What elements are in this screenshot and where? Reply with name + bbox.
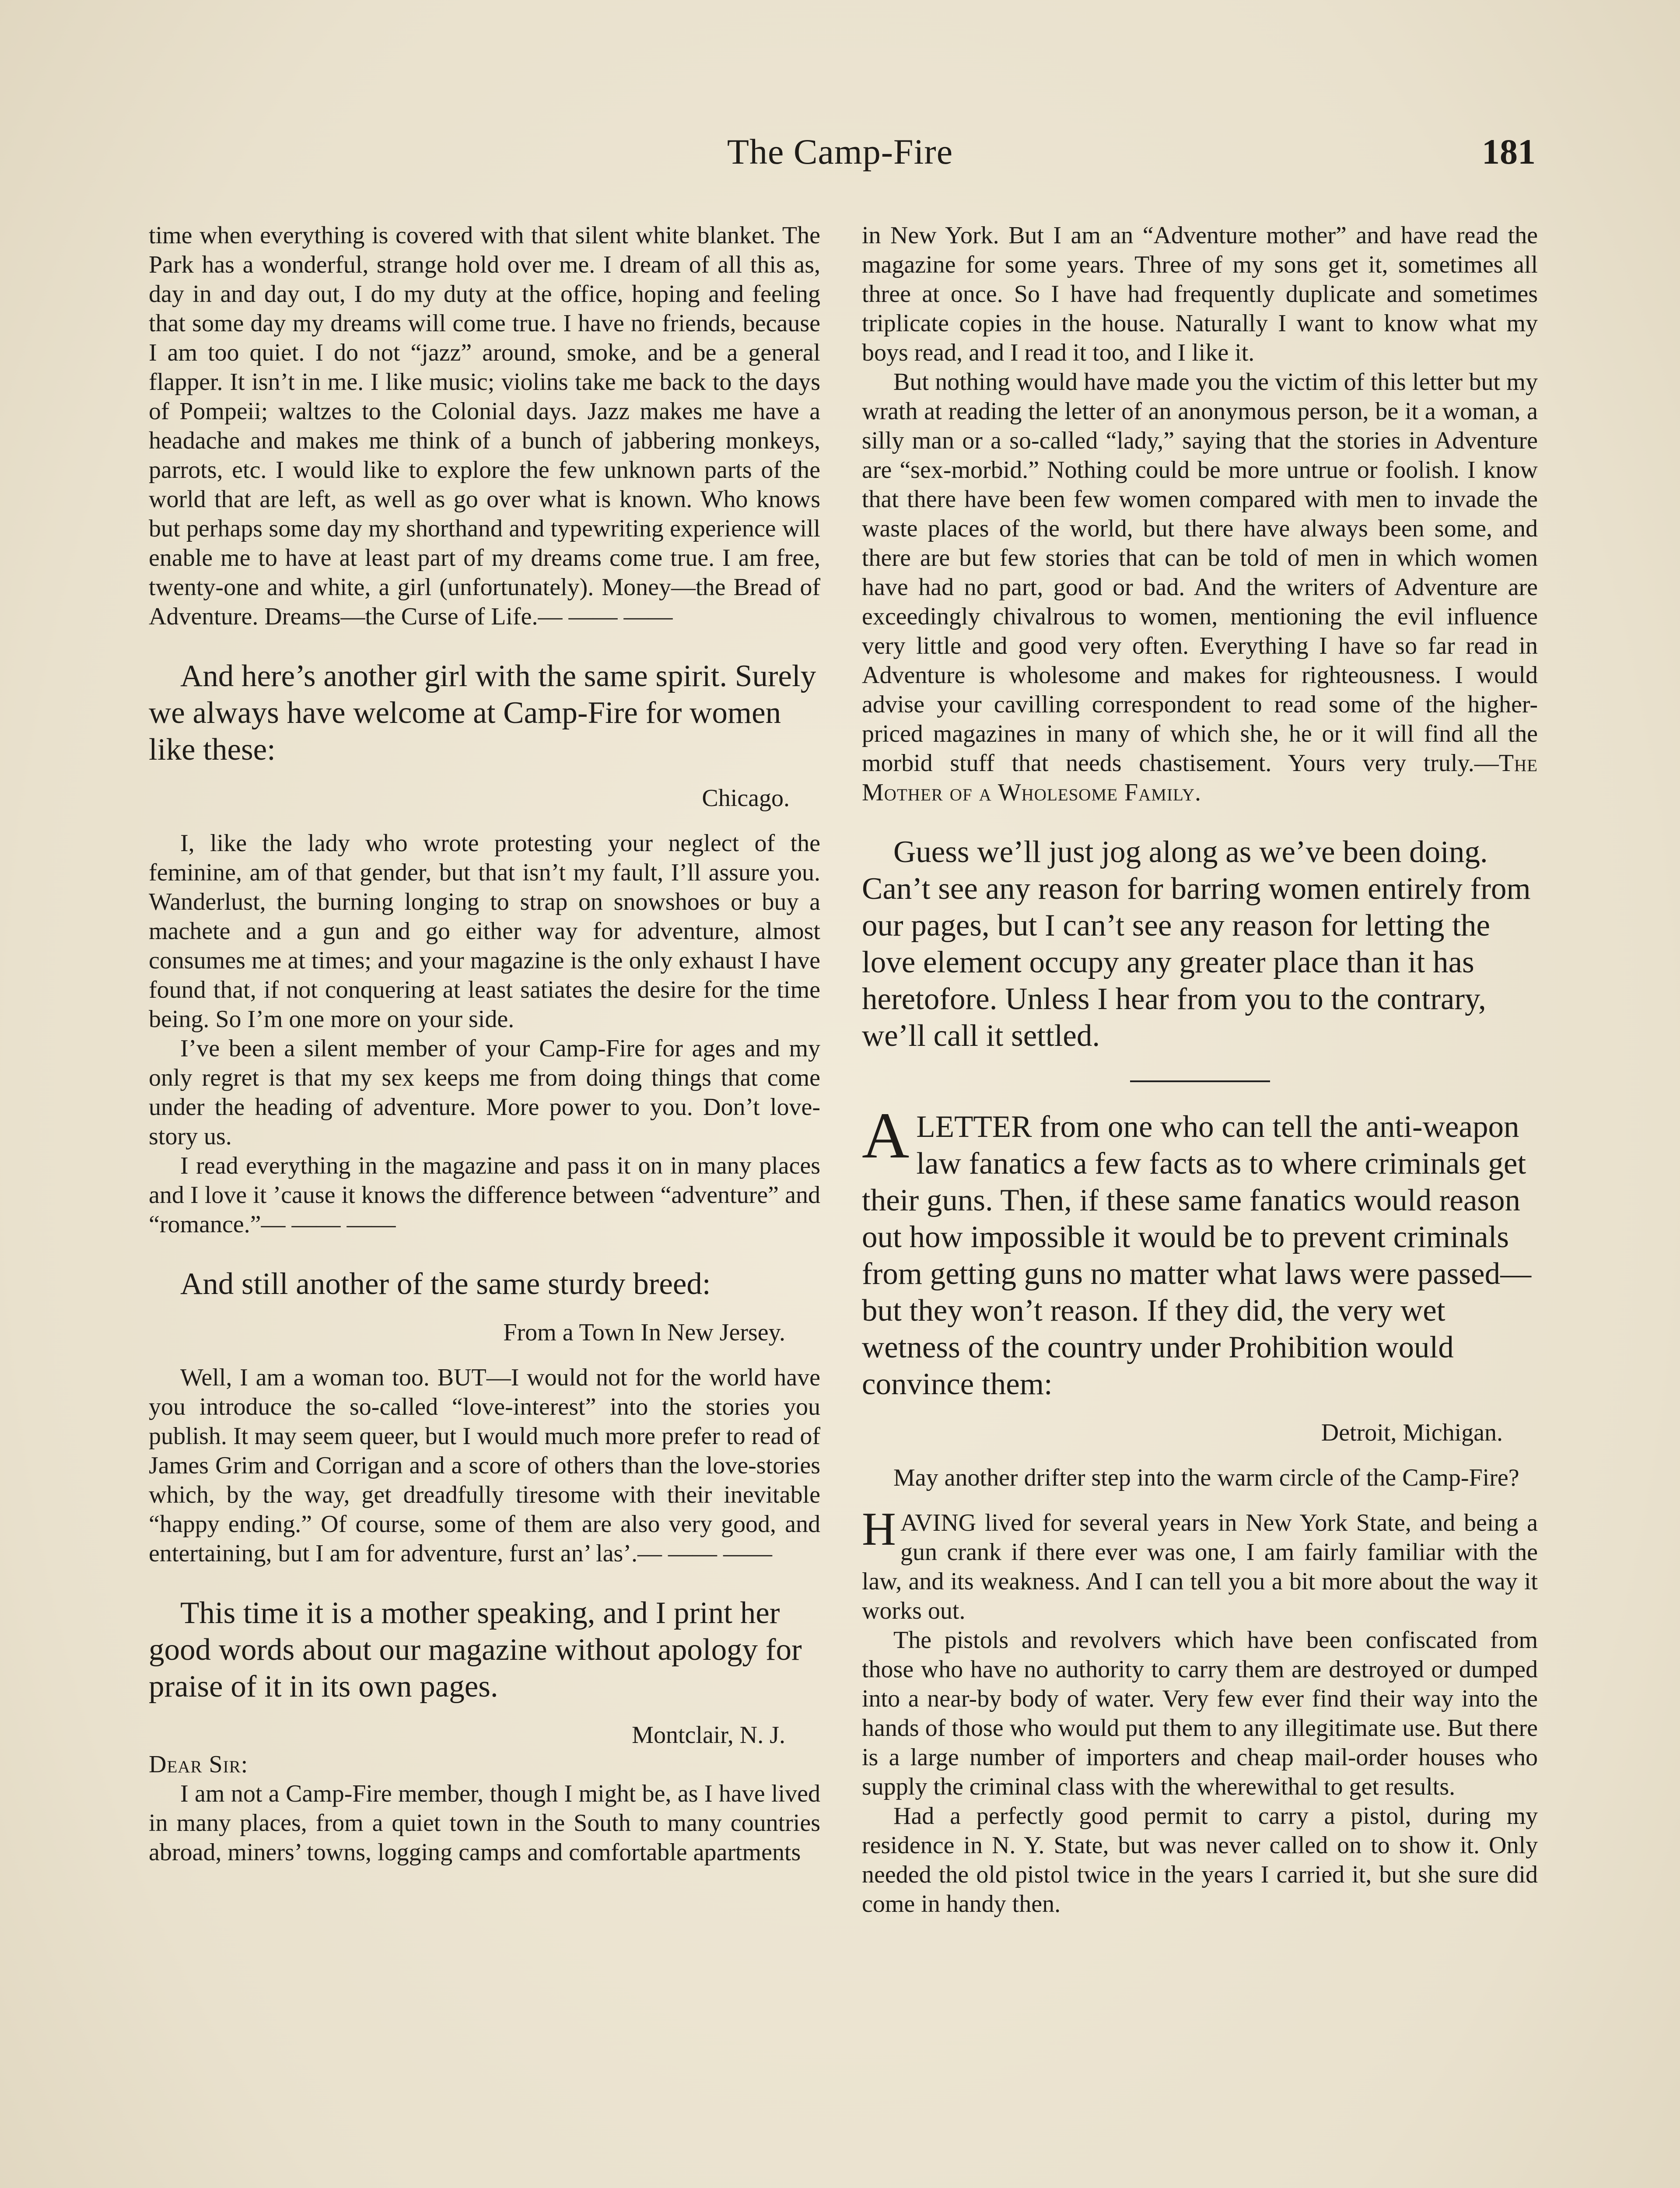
left-column (149, 221, 820, 1867)
editorial-intro: This time it is a mother speaking, and I print her good words about our magazine without apology for praise of it in its own pages. (149, 1596, 802, 1704)
editorial-comment: Guess we’ll just jog along as we’ve been doing. Can’t see any reason for barring women entirely from our pages, but I can’t see any reason for letting the love element occupy any greater place than it has heretofore. Unless I hear from you to the contrary, we’ll call it settled. (862, 835, 1531, 1053)
running-title: The Camp-Fire (727, 132, 953, 172)
drop-cap: A (862, 1099, 910, 1172)
letter-paragraph: I’ve been a silent member of your Camp-Fire for ages and my only regret is that my sex keeps me from doing things that come under the heading of adventure. More power to you. Don’t love-story us. (149, 1035, 820, 1150)
letter-location: From a Town In New Jersey. (503, 1319, 785, 1346)
page-header (144, 131, 1536, 188)
editorial-intro: And still another of the same sturdy breed: (180, 1267, 711, 1301)
letter-paragraph: The pistols and revolvers which have been confiscated from those who have no authority to carry them are destroyed or dumped into a near-by body of water. Very few ever find their way into the hands of those who would put them to any illegitimate use. But there is a large number of importers and cheap mail-order houses who supply the criminal class with the wherewithal to get results. (862, 1627, 1538, 1800)
letter-paragraph (862, 368, 1538, 807)
letter-location: Chicago. (702, 785, 790, 812)
editorial-intro (862, 1099, 1538, 1403)
letter-paragraph: time when everything is covered with that silent white blanket. The Park has a wonderful, strange hold over me. I dream of all this as, day in and day out, I do my duty at the office, hoping and feeling that some day my dreams will come true. I have no friends, because I am too quiet. I do not “jazz” around, smoke, and be a general flapper. It isn’t in me. I like music; violins take me back to the days of Pompeii; waltzes to the Colonial days. Jazz makes me have a headache and makes me think of a bunch of jabbering monkeys, parrots, etc. I would like to explore the few unknown parts of the world that are left, as well as go over what is known. Who knows but perhaps some day my shorthand and typewriting experience will enable me to have at least part of my dreams come true. I am free, twenty-one and white, a girl (unfortunately). Money—the Bread of Adventure. Dreams—the Curse of Life.— —— —— (149, 222, 820, 630)
letter-location: Detroit, Michigan. (1321, 1419, 1503, 1446)
letter-paragraph: I read everything in the magazine and pass it on in many places and I love it ’cause it knows the difference between “adventure” and “romance.”— —— —— (149, 1152, 820, 1238)
letter-paragraph: Well, I am a woman too. BUT—I would not for the world have you introduce the so-called “love-interest” into the stories you publish. It may seem queer, but I would much more prefer to read of James Grim and Corrigan and a score of others than the love-stories which, by the way, get dreadfully tiresome with their inevitable “happy ending.” Of course, some of them are also very good, and entertaining, but I am for adventure, furst an’ las’.— —— —— (149, 1364, 820, 1567)
letter-paragraph: I am not a Camp-Fire member, though I might be, as I have lived in many places, from a quiet town in the South to many countries abroad, miners’ towns, logging camps and comfortable apartments (149, 1780, 820, 1866)
drop-cap: H (862, 1503, 896, 1555)
letter-salutation: Dear Sir: (149, 1751, 248, 1778)
letter-paragraph: in New York. But I am an “Adventure mother” and have read the magazine for some years. Three of my sons get it, sometimes all three at once. So I have had frequently duplicate and sometimes triplicate copies in the house. Naturally I want to know what my boys read, and I read it too, and I like it. (862, 222, 1538, 366)
letter-paragraph: May another drifter step into the warm circle of the Camp-Fire? (893, 1464, 1519, 1491)
letter-paragraph: Had a perfectly good permit to carry a pistol, during my residence in N. Y. State, but was never called on to show it. Only needed the old pistol twice in the years I carried it, but she sure did come in handy then. (862, 1802, 1538, 1918)
letter-paragraph (862, 1503, 1538, 1626)
letter-text: AVING lived for several years in New York State, and being a gun crank if there ever was one, I am fairly familiar with the law, and its weakness. And I can tell you a bit more about the way it works out. (862, 1509, 1538, 1624)
letter-text: But nothing would have made you the victim of this letter but my wrath at reading the letter of an anonymous person, be it a woman, a silly man or a so-called “lady,” saying that the stories in Adventure are “sex-morbid.” Nothing could be more untrue or foolish. I know that there have been few women compared with men to invade the waste places of the world, but there have always been some, and there are but few stories that can be told of men in which women have had no part, good or bad. And the writers of Adventure are exceedingly chivalrous to women, mentioning the evil influence very little and good very often. Everything I have so far read in Adventure is wholesome and makes for righteousness. I would advise your cavilling correspondent to read some of the higher-priced magazines in many of which she, he or it will find all the morbid stuff that needs chastisement. Yours very truly.— (862, 368, 1538, 777)
editorial-intro: And here’s another girl with the same spirit. Surely we always have welcome at Camp-Fire for women like these: (149, 659, 816, 767)
letter-location: Montclair, N. J. (632, 1722, 785, 1749)
letter-signature: The Mother of a Wholesome Family. (862, 750, 1538, 806)
editorial-text: LETTER from one who can tell the anti-weapon law fanatics a few facts as to where criminals get their guns. Then, if these same fanatics would reason out how impossible it would be to prevent criminals from getting guns no matter what laws were passed—but they won’t reason. If they did, the very wet wetness of the country under Prohibition would convince them: (862, 1110, 1532, 1401)
right-column (862, 221, 1538, 1919)
letter-paragraph: I, like the lady who wrote protesting your neglect of the feminine, am of that gender, but that isn’t my fault, I’ll assure you. Wanderlust, the burning longing to strap on snowshoes or buy a machete and a gun and go either way for adventure, almost consumes me at times; and your magazine is the only exhaust I have found that, if not conquering at least satiates the desire for the time being. So I’m one more on your side. (149, 830, 820, 1033)
page-number: 181 (1482, 132, 1536, 172)
